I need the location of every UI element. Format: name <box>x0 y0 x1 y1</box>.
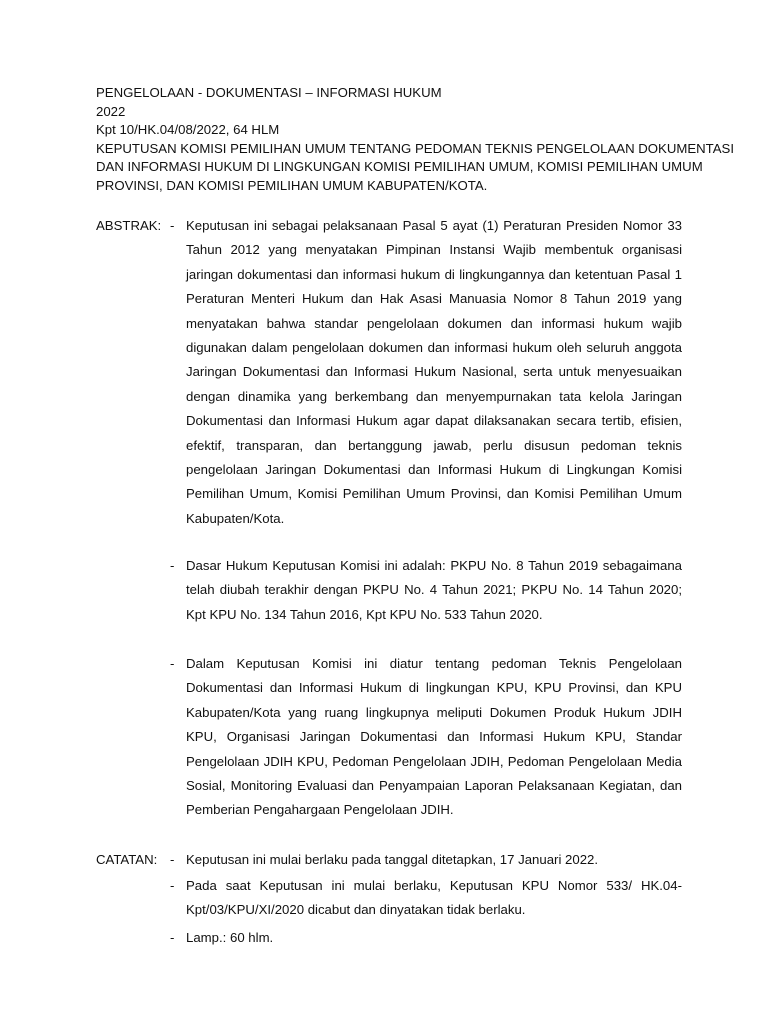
document-header <box>96 84 734 196</box>
document-title-line-1: KEPUTUSAN KOMISI PEMILIHAN UMUM TENTANG PEDOMAN TEKNIS PENGELOLAAN DOKUMENTASI <box>96 140 734 156</box>
bullet-dash: - <box>170 930 175 945</box>
catatan-item-text: Pada saat Keputusan ini mulai berlaku, Keputusan KPU Nomor 533/ HK.04-Kpt/03/KPU/XI/2020 dicabut dan dinyatakan tidak berlaku. <box>186 878 682 917</box>
abstrak-item-text: Keputusan ini sebagai pelaksanaan Pasal 5 ayat (1) Peraturan Presiden Nomor 33 Tahun 2012 yang menyatakan Pimpinan Instansi Wajib membentuk organisasi jaringan dokumentasi dan informasi hukum di lingkungannya dan ketentuan Pasal 1 Peraturan Menteri Hukum dan Hak Asasi Manuasia Nomor 8 Tahun 2019 yang menyatakan bahwa standar pengelolaan dokumen dan informasi hukum wajib digunakan dalam pengelolaan dokumen dan informasi hukum oleh seluruh anggota Jaringan Dokumentasi dan Informasi Hukum Nasional, serta untuk menyesuaikan dengan dinamika yang berkembang dan menyempurnakan tata kelola Jaringan Dokumentasi dan Informasi Hukum agar dapat dilaksanakan secara tertib, efisien, efektif, transparan, dan bertanggung jawab, perlu disusun pedoman teknis pengelolaan Jaringan Dokumentasi dan Informasi Hukum di Lingkungan Komisi Pemilihan Umum, Komisi Pemilihan Umum Provinsi, dan Komisi Pemilihan Umum Kabupaten/Kota. <box>186 218 682 526</box>
catatan-item-text: Lamp.: 60 hlm. <box>186 930 274 945</box>
document-reference: Kpt 10/HK.04/08/2022, 64 HLM <box>96 122 280 138</box>
bullet-dash: - <box>170 558 175 573</box>
bullet-dash: - <box>170 218 175 233</box>
abstrak-label: ABSTRAK: <box>96 218 162 233</box>
catatan-label: CATATAN: <box>96 852 158 867</box>
catatan-item-text: Keputusan ini mulai berlaku pada tanggal ditetapkan, 17 Januari 2022. <box>186 852 599 867</box>
abstrak-item-text: Dalam Keputusan Komisi ini diatur tentang pedoman Teknis Pengelolaan Dokumentasi dan Informasi Hukum di lingkungan KPU, KPU Provinsi, dan KPU Kabupaten/Kota yang ruang lingkupnya meliputi Dokumen Produk Hukum JDIH KPU, Organisasi Jaringan Dokumentasi dan Informasi Hukum KPU, Standar Pengelolaan JDIH KPU, Pedoman Pengelolaan JDIH, Pedoman Pengelolaan Media Sosial, Monitoring Evaluasi dan Penyampaian Laporan Pelaksanaan Kegiatan, dan Pemberian Pengahargaan Pengelolaan JDIH. <box>186 656 682 818</box>
abstrak-item-text: Dasar Hukum Keputusan Komisi ini adalah: PKPU No. 8 Tahun 2019 sebagaimana telah diubah terakhir dengan PKPU No. 4 Tahun 2021; PKPU No. 14 Tahun 2020; Kpt KPU No. 134 Tahun 2016, Kpt KPU No. 533 Tahun 2020. <box>186 558 682 622</box>
bullet-dash: - <box>170 656 175 671</box>
document-category: PENGELOLAAN - DOKUMENTASI – INFORMASI HUKUM <box>96 85 442 100</box>
bullet-dash: - <box>170 878 175 893</box>
document-year: 2022 <box>96 103 126 119</box>
bullet-dash: - <box>170 852 175 867</box>
document-title-line-3: PROVINSI, DAN KOMISI PEMILIHAN UMUM KABUPATEN/KOTA. <box>96 177 488 193</box>
document-title-line-2: DAN INFORMASI HUKUM DI LINGKUNGAN KOMISI PEMILIHAN UMUM, KOMISI PEMILIHAN UMUM <box>96 159 703 175</box>
